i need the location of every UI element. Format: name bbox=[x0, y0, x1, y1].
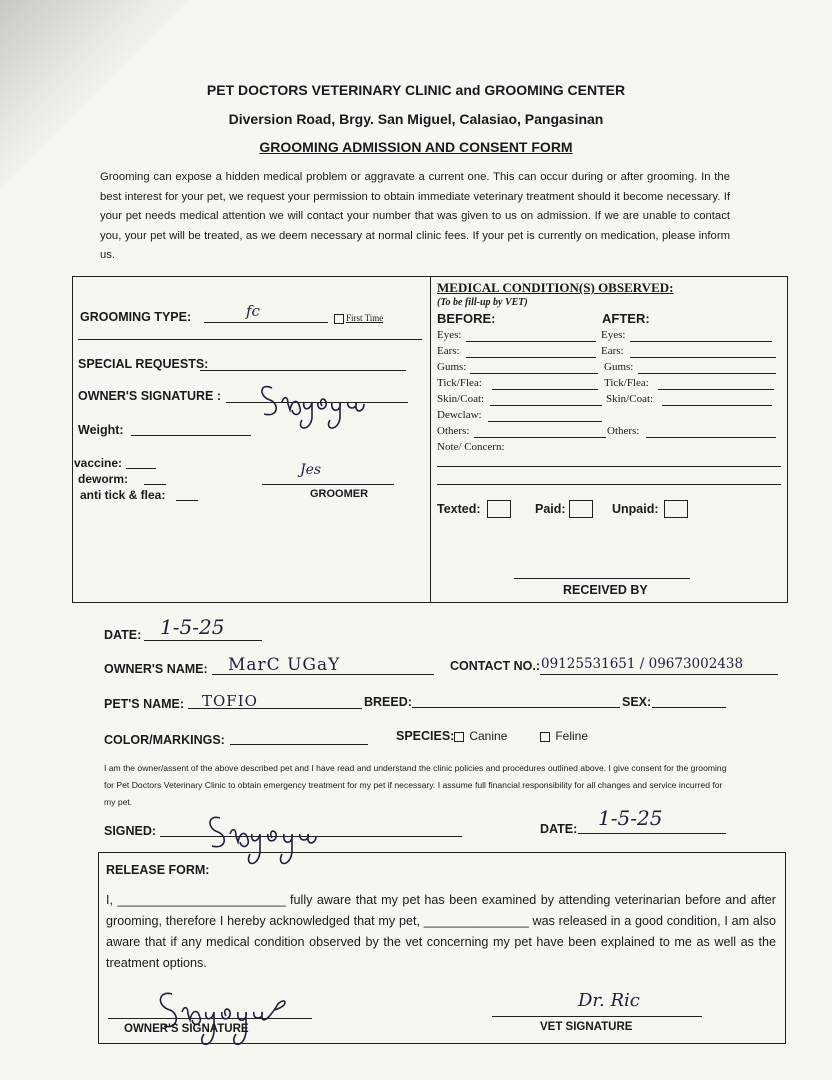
species-canine-option[interactable] bbox=[454, 729, 507, 743]
canine-label: Canine bbox=[469, 729, 508, 743]
weight-label: Weight: bbox=[78, 423, 124, 437]
consent-date-label: DATE: bbox=[540, 822, 578, 836]
before-ears-label: Ears: bbox=[437, 345, 460, 357]
intro-paragraph: Grooming can expose a hidden medical problem or aggravate a current one. This can occur during or after grooming. In the best interest for your pet, we request your permission to obtain immediate veterinary treatment should it become necessary. If your pet needs medical attention we will contact your number that was given to us on admission. If we are unable to contact you, your pet will be treated, as we deem necessary at normal clinic fees. If your pet is currently on medication, please inform us. bbox=[100, 171, 730, 261]
after-eyes-field[interactable] bbox=[630, 341, 772, 342]
release-owner-signature-label: OWNER'S SIGNATURE bbox=[124, 1023, 249, 1035]
sex-label: SEX: bbox=[622, 695, 652, 709]
unpaid-label: Unpaid: bbox=[612, 502, 659, 516]
before-others-label: Others: bbox=[437, 425, 470, 437]
vet-signature-field[interactable] bbox=[492, 1016, 702, 1017]
before-skin-field[interactable] bbox=[490, 405, 602, 406]
texted-label: Texted: bbox=[437, 502, 481, 516]
after-others-field[interactable] bbox=[646, 437, 776, 438]
after-tick-field[interactable] bbox=[658, 389, 774, 390]
contact-label: CONTACT NO.: bbox=[450, 659, 541, 673]
anti-tick-label: anti tick & flea: bbox=[80, 488, 166, 502]
first-time-label: First Time bbox=[346, 313, 384, 323]
vet-signature-label: VET SIGNATURE bbox=[540, 1021, 633, 1033]
received-by-field[interactable] bbox=[514, 578, 690, 579]
paid-label: Paid: bbox=[535, 502, 566, 516]
deworm-label: deworm: bbox=[78, 472, 129, 486]
before-tick-field[interactable] bbox=[492, 389, 598, 390]
after-ears-field[interactable] bbox=[630, 357, 776, 358]
after-ears-label: Ears: bbox=[601, 345, 624, 357]
form-title: GROOMING ADMISSION AND CONSENT FORM bbox=[259, 139, 573, 155]
feline-label: Feline bbox=[555, 729, 589, 743]
before-gums-field[interactable] bbox=[470, 373, 598, 374]
breed-field[interactable] bbox=[412, 707, 620, 708]
release-title: RELEASE FORM: bbox=[106, 863, 210, 877]
deworm-field[interactable] bbox=[144, 484, 166, 485]
owner-name-value: MarC UGaY bbox=[228, 655, 341, 675]
consent-date-value: 1-5-25 bbox=[598, 806, 663, 830]
texted-checkbox[interactable] bbox=[487, 500, 511, 518]
groomer-field[interactable] bbox=[262, 484, 394, 485]
groomer-name: Jes bbox=[300, 462, 322, 478]
vaccine-field[interactable] bbox=[126, 468, 156, 469]
first-time-option[interactable] bbox=[334, 313, 383, 324]
before-eyes-label: Eyes: bbox=[437, 329, 462, 341]
vaccine-label: vaccine: bbox=[74, 456, 123, 470]
owner-signature-image bbox=[252, 374, 392, 434]
medical-subtitle: (To be fill-up by VET) bbox=[437, 297, 528, 308]
grooming-box bbox=[72, 276, 431, 603]
after-tick-label: Tick/Flea: bbox=[604, 377, 649, 389]
after-label: AFTER: bbox=[602, 311, 650, 326]
consent-paragraph: I am the owner/assent of the above described pet and I have read and understand the clinic policies and procedures outlined above. I give consent for the grooming for Pet Doctors Veterinary Clinic to obtain emergency treatment for my pet if necessary. I assume full financial responsibility for all changes and service incurred for my pet. bbox=[104, 763, 727, 807]
medical-title: MEDICAL CONDITION(S) OBSERVED: bbox=[437, 280, 674, 295]
divider-line bbox=[78, 339, 422, 340]
signed-label: SIGNED: bbox=[104, 824, 157, 838]
canine-checkbox[interactable] bbox=[454, 732, 464, 742]
weight-field[interactable] bbox=[131, 435, 251, 436]
anti-tick-field[interactable] bbox=[176, 500, 198, 501]
unpaid-checkbox[interactable] bbox=[664, 500, 688, 518]
species-feline-option[interactable] bbox=[540, 729, 588, 743]
pet-name-label: PET'S NAME: bbox=[104, 697, 185, 711]
note-concern-label: Note/ Concern: bbox=[437, 441, 505, 453]
owner-name-label: OWNER'S NAME: bbox=[104, 662, 208, 676]
grooming-type-value: fc bbox=[246, 302, 260, 320]
breed-label: BREED: bbox=[364, 695, 412, 709]
after-eyes-label: Eyes: bbox=[601, 329, 626, 341]
consent-date-field[interactable] bbox=[578, 833, 726, 834]
grooming-type-label: GROOMING TYPE: bbox=[80, 310, 192, 324]
before-dewclaw-label: Dewclaw: bbox=[437, 409, 482, 421]
color-markings-label: COLOR/MARKINGS: bbox=[104, 733, 225, 747]
before-tick-label: Tick/Flea: bbox=[437, 377, 482, 389]
note-line-2[interactable] bbox=[437, 484, 781, 485]
clinic-address: Diversion Road, Brgy. San Miguel, Calasiao, Pangasinan bbox=[228, 111, 604, 127]
received-by-label: RECEIVED BY bbox=[563, 583, 648, 597]
sex-field[interactable] bbox=[652, 707, 726, 708]
date-label: DATE: bbox=[104, 628, 142, 642]
contact-field[interactable] bbox=[540, 674, 778, 675]
after-skin-field[interactable] bbox=[662, 405, 772, 406]
owner-signature-label: OWNER'S SIGNATURE : bbox=[78, 389, 222, 403]
pet-name-value: TOFIO bbox=[202, 692, 258, 710]
before-gums-label: Gums: bbox=[437, 361, 467, 373]
grooming-type-field[interactable] bbox=[204, 322, 328, 323]
before-others-field[interactable] bbox=[474, 437, 606, 438]
contact-value: 09125531651 / 09673002438 bbox=[541, 656, 744, 672]
release-owner-signature-image bbox=[150, 984, 300, 1054]
groomer-label: GROOMER bbox=[310, 488, 369, 500]
after-others-label: Others: bbox=[607, 425, 640, 437]
date-field[interactable] bbox=[144, 640, 262, 641]
before-skin-label: Skin/Coat: bbox=[437, 393, 485, 405]
clinic-name: PET DOCTORS VETERINARY CLINIC and GROOMING CENTER bbox=[206, 82, 626, 98]
paid-checkbox[interactable] bbox=[569, 500, 593, 518]
special-requests-field[interactable] bbox=[200, 370, 406, 371]
after-gums-field[interactable] bbox=[638, 373, 776, 374]
first-time-checkbox[interactable] bbox=[334, 314, 344, 324]
species-label: SPECIES: bbox=[396, 729, 455, 743]
after-gums-label: Gums: bbox=[604, 361, 634, 373]
vet-name: Dr. Ric bbox=[578, 990, 640, 1011]
color-markings-field[interactable] bbox=[230, 744, 368, 745]
special-requests-label: SPECIAL REQUESTS: bbox=[78, 357, 209, 371]
before-eyes-field[interactable] bbox=[466, 341, 596, 342]
note-line-1[interactable] bbox=[437, 466, 781, 467]
release-paragraph: I, ________________________ fully aware that my pet has been examined by attending veterinarian before and after grooming, therefore I hereby acknowledged that my pet, _______________ was released in a good condition, I am also aware that if any medical condition observed by the vet concerning my pet have been explained to me as well as the treatment options. bbox=[106, 893, 776, 970]
feline-checkbox[interactable] bbox=[540, 732, 550, 742]
before-ears-field[interactable] bbox=[466, 357, 596, 358]
before-label: BEFORE: bbox=[437, 311, 496, 326]
before-dewclaw-field[interactable] bbox=[488, 421, 602, 422]
after-skin-label: Skin/Coat: bbox=[606, 393, 654, 405]
date-value: 1-5-25 bbox=[160, 615, 225, 639]
